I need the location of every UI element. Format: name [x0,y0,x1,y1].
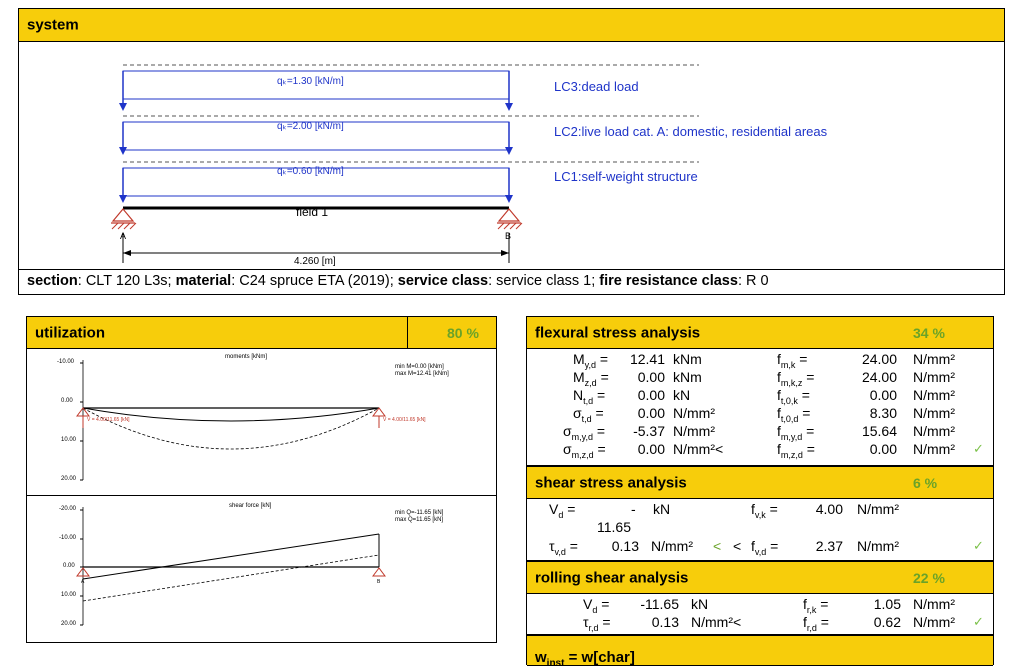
utilization-percent: 80 % [447,324,479,341]
flexural-row [527,369,993,387]
right-symbol: $f_{m,k}$ = [777,351,808,370]
shear-header [527,467,993,499]
flexural-header [527,317,993,349]
shear-minmax-1: min Q=-11.65 [kN] [395,510,444,516]
support-a-label: A [120,231,127,241]
left-symbol: $M_{z,d}$ = [573,369,609,388]
vd-value: 11.65 [597,519,631,535]
support-a-icon [111,209,136,229]
tau-symbol: $\tau_{v,d}$ = [549,538,578,557]
shear-tick-5: 20.00 [61,621,77,627]
moments-minmax-2: max M=12.41 [kNm] [395,371,449,377]
left-value: 0.00 [637,387,665,403]
load-case-lc3: LC3:dead load [554,79,639,94]
material-value: : C24 spruce ETA (2019); [231,273,398,289]
flexural-row [527,441,993,459]
reaction-right-label: V = 4.00/11.65 [kN] [383,417,426,423]
left-unit: kNm [673,369,702,385]
moments-tick-3: 10.00 [61,437,77,443]
right-symbol: $f_{t,0,d}$ = [777,405,811,424]
field-label: field 1 [296,205,329,219]
shear-ok-check-icon: ✓ [973,538,984,553]
right-value: 0.00 [869,441,897,457]
flexural-title: flexural stress analysis [535,324,701,341]
shear-row-tau [527,538,993,556]
winst-title: $w_{inst}$ = w[char] [535,649,635,669]
flexural-row [527,423,993,441]
right-value: 24.00 [861,351,897,367]
moments-tick-4: 20.00 [61,476,77,482]
chart-divider [27,495,496,496]
rolling-header [527,562,993,594]
moments-chart-title: moments [kNm] [225,354,268,360]
right-symbol: $f_{r,k}$ = [803,596,829,615]
moments-tick-2: 0.00 [61,398,73,404]
fvd-unit: N/mm² [857,538,899,554]
right-unit: N/mm² [913,387,955,403]
winst-panel [526,635,994,669]
service-class-value: : service class 1; [488,273,600,289]
rolling-ok-check-icon: ✓ [973,614,984,629]
right-unit: N/mm² [913,369,955,385]
left-symbol: $\sigma_{m,y,d}$ = [563,423,606,442]
left-value: 0.00 [637,441,665,457]
shear-support-a-label: A [81,579,85,585]
section-value: : CLT 120 L3s; [77,273,176,289]
section-info-bar [19,269,1004,294]
material-key: material [175,273,232,289]
shear-chart-title: shear force [kN] [229,503,272,509]
shear-char-line [83,534,379,579]
shear-design-line [83,555,379,601]
section-key: section [27,273,78,289]
right-symbol: $f_{m,y,d}$ = [777,423,815,442]
span-label: 4.260 [m] [294,256,336,267]
shear-tick-1: -20.00 [59,506,77,512]
shear-support-b-label: B [377,579,381,585]
utilization-panel [26,316,497,643]
shear-percent: 6 % [913,474,938,491]
left-value: 0.13 [651,614,679,630]
left-value: 0.00 [637,369,665,385]
flexural-row [527,387,993,405]
left-value: 0.00 [637,405,665,421]
tau-value: 0.13 [611,538,639,554]
support-b-icon [497,209,522,229]
moments-tick-1: -10.00 [57,359,75,365]
left-symbol: $M_{y,d}$ = [573,351,609,370]
right-value: 0.00 [869,387,897,403]
load-label-lc3: qₖ=1.30 [kN/m] [277,76,344,87]
flexural-row [527,351,993,369]
left-unit: N/mm² [673,405,715,421]
load-label-lc1: qₖ=0.60 [kN/m] [277,166,344,177]
shear-minmax-2: max Q=11.65 [kN] [395,517,444,523]
left-unit: kN [691,596,709,612]
shear-panel [526,466,994,561]
shear-row-vd [527,501,993,519]
left-symbol: $\sigma_{m,z,d}$ = [563,441,606,460]
left-unit: kN [673,387,691,403]
left-value: -5.37 [633,423,665,439]
support-b-label: B [505,231,512,241]
load-case-lc2: LC2:live load cat. A: domestic, residential areas [554,124,828,139]
moments-minmax-1: min M=0.00 [kNm] [395,364,444,370]
right-value: 24.00 [861,369,897,385]
tau-unit: N/mm² [651,538,693,554]
vd-unit: kN [653,501,671,517]
left-unit: N/mm²< [673,441,724,457]
fvk-unit: N/mm² [857,501,899,517]
rolling-panel [526,561,994,635]
utilization-header [27,317,496,349]
left-value: -11.65 [640,596,679,612]
right-unit: N/mm² [913,441,955,457]
right-symbol: $f_{m,k,z}$ = [777,369,815,388]
right-unit: N/mm² [913,405,955,421]
right-unit: N/mm² [913,423,955,439]
right-unit: N/mm² [913,351,955,367]
right-value: 0.62 [873,614,901,630]
rolling-percent: 22 % [913,569,945,586]
fvd-symbol: $f_{v,d}$ = [751,538,779,557]
left-unit: kNm [673,351,702,367]
fire-class-value: : R 0 [737,273,769,289]
right-unit: N/mm² [913,614,955,630]
flexural-percent: 34 % [913,324,945,341]
right-value: 15.64 [861,423,897,439]
system-panel [18,8,1005,295]
rolling-row [527,614,993,632]
right-value: 8.30 [869,405,897,421]
flexural-row [527,405,993,423]
left-symbol: $\sigma_{t,d}$ = [573,405,604,424]
utilization-percent-cell [407,317,408,348]
load-case-lc1: LC1:self-weight structure [554,169,698,184]
right-symbol: $f_{r,d}$ = [803,614,829,633]
rolling-title: rolling shear analysis [535,569,689,586]
fvd-value: 2.37 [815,538,843,554]
shear-tick-4: 10.00 [61,592,77,598]
less-than-symbol: < [713,538,722,554]
fire-class-key: fire resistance class [599,273,738,289]
reaction-left-label: V = 4.00/11.65 [kN] [87,417,130,423]
shear-tick-3: 0.00 [63,563,75,569]
vd-symbol: $V_d$ = [549,501,576,520]
vd-dash: - [631,501,636,517]
left-symbol: $N_{t,d}$ = [573,387,606,406]
fvk-symbol: $f_{v,k}$ = [751,501,778,520]
flexural-ok-check-icon: ✓ [973,441,984,456]
rolling-row [527,596,993,614]
left-unit: N/mm²< [691,614,742,630]
right-symbol: $f_{m,z,d}$ = [777,441,815,460]
shear-row-vd-value [527,519,993,537]
less-than-symbol-2: < [733,538,742,554]
left-symbol: $\tau_{r,d}$ = [583,614,611,633]
left-symbol: $V_d$ = [583,596,610,615]
service-class-key: service class [397,273,489,289]
flexural-panel [526,316,994,466]
left-value: 12.41 [629,351,665,367]
system-header [19,9,1004,42]
load-label-lc2: qₖ=2.00 [kN/m] [277,121,344,132]
right-symbol: $f_{t,0,k}$ = [777,387,810,406]
shear-title: shear stress analysis [535,474,687,491]
system-title: system [27,16,79,34]
left-unit: N/mm² [673,423,715,439]
right-value: 1.05 [873,596,901,612]
utilization-title: utilization [35,324,105,341]
fvk-value: 4.00 [815,501,843,517]
shear-tick-2: -10.00 [59,535,77,541]
winst-header [527,636,993,669]
right-unit: N/mm² [913,596,955,612]
system-diagram [19,43,1004,268]
